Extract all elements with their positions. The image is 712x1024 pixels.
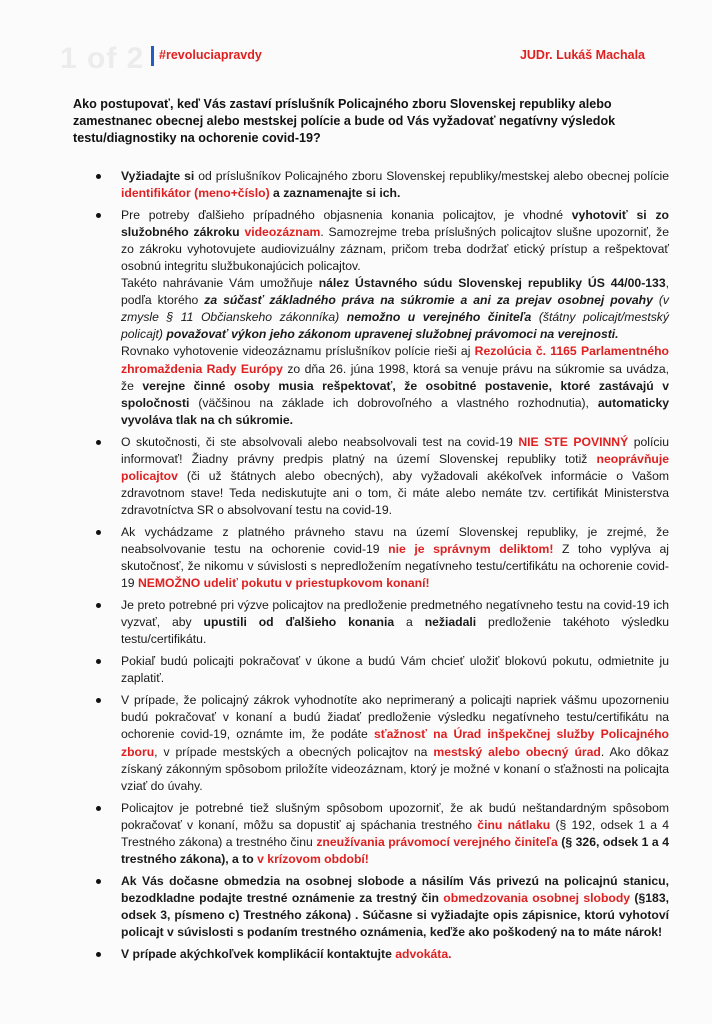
text: políciu informovať! Žiadny právny predpis platný na území Slovenskej republiky totiž xyxy=(121,434,669,466)
text: . Ako dôkaz získaný zákonným spôsobom priložíte videozáznam, ktorý je možné v konaní o sťažnosti na policajta vziať do úvahy. xyxy=(121,744,669,793)
bullet-item-4 xyxy=(95,524,669,592)
text: . Samozrejme treba príslušných policajtov slušne upozorniť, že zo zákroku vyhotovujete audiovizuálny záznam, pričom treba dodržať etický prístup a rešpektovať osobnú integritu službukonajúcich policajtov. xyxy=(121,225,670,274)
paragraph xyxy=(121,343,669,428)
italic-text: (štátny policajt/mestský policajt) xyxy=(121,310,669,342)
document-header xyxy=(0,46,712,68)
text: O skutočnosti, či ste absolvovali alebo neabsolvovali test na covid-19 xyxy=(121,434,519,449)
text: , podľa ktorého xyxy=(121,276,669,308)
bold-text: nález Ústavného súdu Slovenskej republiky ÚS 44/00-133 xyxy=(318,276,666,291)
paragraph xyxy=(121,207,669,275)
header-accent-bar xyxy=(151,46,154,66)
text: Z toho vyplýva aj skutočnosť, že nikomu v súvislosti s nepredložením negatívneho testu/certifikátu na ochorenie covid-19 xyxy=(121,541,670,591)
bold-text: vyhotoviť si zo služobného zákroku xyxy=(121,208,669,240)
header-hashtag: #revoluciapravdy xyxy=(159,48,262,62)
highlight-text: NIE STE POVINNÝ xyxy=(518,434,629,449)
bold-text: upustili od ďalšieho konania xyxy=(203,615,395,630)
document-title: Ako postupovať, keď Vás zastaví príslušník Policajného zboru Slovenskej republiky alebo zamestnanec obecnej alebo mestskej polície a bude od Vás vyžadovať negatívny výsledok testu/diagnostiky na ochorenie covid-19? xyxy=(73,97,616,145)
text: (väčšinou na základe ich dobrovoľného a vlastného rozhodnutia), xyxy=(189,395,598,410)
bold-text: (§ 326, odsek 1 a 4 trestného zákona), a to xyxy=(121,834,669,866)
highlight-text: identifikátor (meno+číslo) xyxy=(121,186,270,201)
italic-text: (v zmysle § 11 Občianskeho zákonníka) xyxy=(121,293,669,325)
bold-italic-text: nemožno u verejného činiteľa xyxy=(346,310,532,325)
highlight-text: sťažnosť na Úrad inšpekčnej služby Policajného zboru xyxy=(121,727,669,759)
text: Policajtov je potrebné tiež slušným spôsobom upozorniť, že ak budú neštandardným spôsobom pokračovať v konaní, môžu sa dopustiť aj spáchania trestného xyxy=(121,800,669,832)
highlight-text: v krízovom období! xyxy=(257,851,369,866)
bullet-item-6 xyxy=(95,653,669,687)
highlight-text: mestský alebo obecný úrad xyxy=(433,744,601,759)
highlight-text: advokáta. xyxy=(395,947,452,962)
highlight-text: Rezolúcia č. 1165 Parlamentného zhromaždenia Rady Európy xyxy=(121,344,669,376)
text: V prípade, že policajný zákrok vyhodnotíte ako neprimeraný a policajti napriek vášmu upozorneniu budú pokračovať v konaní a budú žiadať predloženie výsledku negatívneho testu/certifikátu na ochorenie covid-19, oznámte im, že podáte xyxy=(121,693,669,742)
highlight-text: NEMOŽNO udeliť pokutu v priestupkovom konaní! xyxy=(137,576,430,591)
bullet-item-10 xyxy=(95,946,669,963)
bold-text: nežiadali xyxy=(424,615,477,630)
text: (§183, odsek 3, písmeno c) Trestného zákona) . Súčasne si vyžiadajte opis zápisnice, ktorú vyhotoví policajt v súvislosti s podaním trestného oznámenia, keďže ako poškodený na to máte nárok! xyxy=(121,890,669,939)
bullet-item-7 xyxy=(95,692,669,794)
bold-text: automaticky vyvoláva tlak na ch súkromie. xyxy=(121,395,669,427)
bullet-item-2 xyxy=(95,207,669,429)
bold-italic-text: za súčasť základného práva na súkromie a ani za prejav osobnej povahy xyxy=(204,293,653,308)
text: a zaznamenajte si ich. xyxy=(269,186,401,201)
bullet-item-3 xyxy=(95,434,669,519)
bullet-item-5 xyxy=(95,597,669,648)
page-watermark: 1 of 2 xyxy=(60,42,145,75)
text: Ak Vás dočasne obmedzia na osobnej slobode a násilím Vás privezú na policajnú stanicu, bezodkladne podajte trestné oznámenie za trestný čin xyxy=(121,873,669,905)
text: predloženie takéhoto výsledku testu/certifikátu. xyxy=(121,615,669,647)
bold-text: verejne činné osoby musia rešpektovať, že osobitné postavenie, ktoré zastávajú v spoločnosti xyxy=(121,378,669,410)
text: Pre potreby ďalšieho prípadného objasnenia konania policajtov, je vhodné xyxy=(121,208,572,223)
text: a xyxy=(394,615,425,630)
highlight-text: obmedzovania osobnej slobody xyxy=(443,890,631,905)
highlight-text: videozáznam xyxy=(244,225,321,240)
text: Takéto nahrávanie Vám umožňuje xyxy=(121,276,319,291)
highlight-text: činu nátlaku xyxy=(477,817,551,832)
text: (§ 192, odsek 1 a 4 Trestného zákona) a trestného činu xyxy=(121,817,670,849)
text: Je preto potrebné pri výzve policajtov na predloženie predmetného negatívneho testu na covid-19 ich vyzvať, aby xyxy=(121,598,669,630)
text: (či už štátnych alebo obecných), aby vyžadovali akékoľvek informácie o Vašom zdravotnom stave! Teda nediskutujte ani o tom, či máte alebo nemáte tzv. certifikát Ministerstva zdravotníctva SR o absolvovaní testu na covid-19. xyxy=(121,468,669,517)
highlight-text: zneužívania právomocí verejného činiteľa xyxy=(316,834,558,849)
bullet-list xyxy=(95,168,669,968)
bullet-item-9 xyxy=(95,873,669,941)
paragraph xyxy=(121,275,669,343)
highlight-text: neoprávňuje policajtov xyxy=(121,451,669,483)
text: od príslušníkov Policajného zboru Slovenskej republiky/mestskej alebo obecnej polície xyxy=(194,169,669,183)
text: Ak vychádzame z platného právneho stavu na území Slovenskej republiky, je zrejmé, že neabsolvovanie testu na ochorenie covid-19 xyxy=(121,524,669,556)
bullet-item-1 xyxy=(95,168,669,202)
text: , v prípade mestských a obecných policajtov na xyxy=(154,744,434,759)
text: Vyžiadajte si xyxy=(121,169,195,183)
text: zo dňa 26. júna 1998, ktorá sa venuje právu na súkromie sa uvádza, že xyxy=(121,361,669,393)
bullet-item-8 xyxy=(95,800,669,868)
highlight-text: nie je správnym deliktom! xyxy=(388,541,554,556)
text: Pokiaľ budú policajti pokračovať v úkone a budú Vám chcieť uložiť blokovú pokutu, odmietnite ju zaplatiť. xyxy=(121,654,669,686)
bold-italic-text: považovať výkon jeho zákonom upravenej služobnej právomoci na verejnosti. xyxy=(166,327,619,342)
text: V prípade akýchkoľvek komplikácií kontaktujte xyxy=(121,947,396,962)
header-author: JUDr. Lukáš Machala xyxy=(519,48,645,62)
text: Rovnako vyhotovenie videozáznamu príslušníkov polície rieši aj xyxy=(121,344,475,359)
